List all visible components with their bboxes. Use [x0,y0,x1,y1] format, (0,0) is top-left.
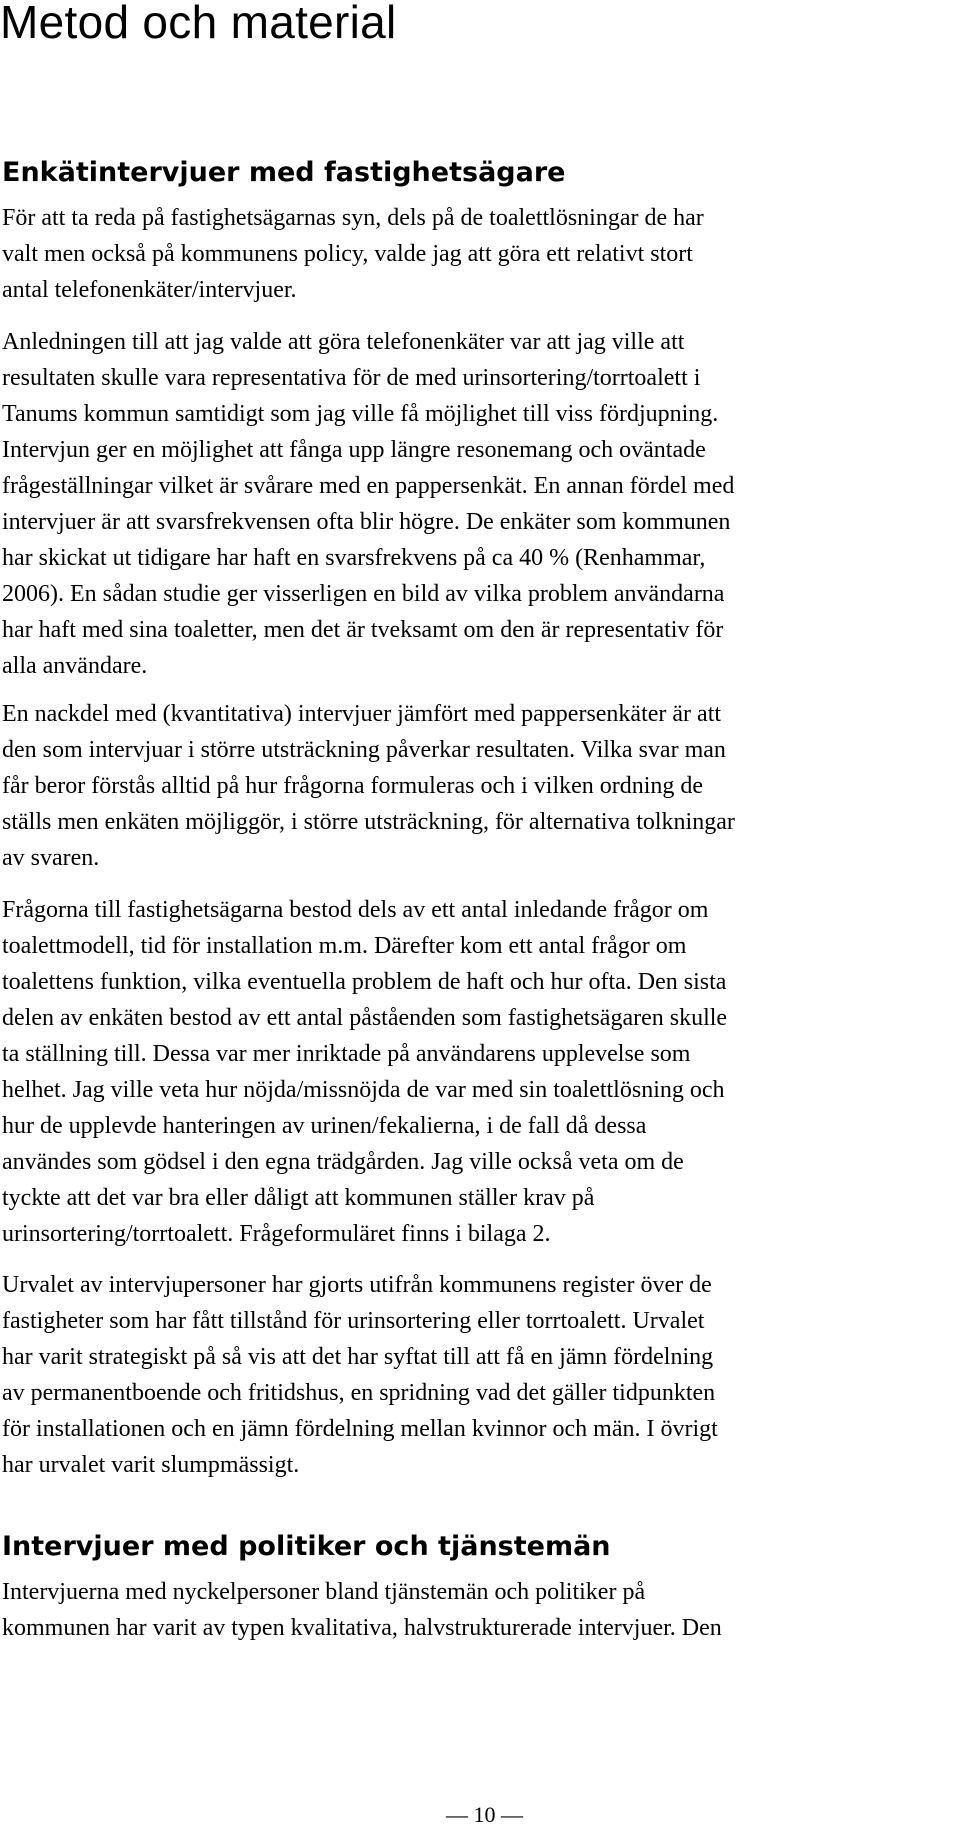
page-number: — 10 — [446,1802,523,1827]
paragraph: En nackdel med (kvantitativa) intervjuer jämfört med pappersenkäter är att den som intervjuar i större utsträckning påverkar resultaten. Vilka svar man får beror förstås alltid på hur frågorna formuleras och i vilken ordning de ställs men enkäten möjliggör, i större utsträckning, för alternativa tolkningar av svaren. [2,701,735,871]
paragraph: För att ta reda på fastighetsägarnas syn, dels på de toalettlösningar de har valt men också på kommunens policy, valde jag att göra ett relativt stort antal telefonenkäter/intervjuer. [2,205,704,303]
section-heading-enkatintervjuer: Enkätintervjuer med fastighetsägare [2,157,566,188]
paragraph: Urvalet av intervjupersoner har gjorts utifrån kommunens register över de fastigheter som har fått tillstånd för urinsortering eller torrtoalett. Urvalet har varit strategiskt på så vis att det har syftat till att få en jämn fördelning av permanentboende och fritidshus, en spridning vad det gäller tidpunkten för installationen och en jämn fördelning mellan kvinnor och män. I övrigt har urvalet varit slumpmässigt. [2,1272,718,1478]
chapter-title: Metod och material [0,0,397,48]
paragraph: Intervjuerna med nyckelpersoner bland tjänstemän och politiker på kommunen har varit av typen kvalitativa, halvstrukturerade intervjuer. Den [2,1579,722,1641]
paragraph: Anledningen till att jag valde att göra telefonenkäter var att jag ville att resultaten skulle vara representativa för de med urinsortering/torrtoalett i Tanums kommun samtidigt som jag ville få möjlighet till viss fördjupning. Intervjun ger en möjlighet att fånga upp längre resonemang och oväntade frågeställningar vilket är svårare med en pappersenkät. En annan fördel med intervjuer är att svarsfrekvensen ofta blir högre. De enkäter som kommunen har skickat ut tidigare har haft en svarsfrekvens på ca 40 % (Renhammar, 2006). En sådan studie ger visserligen en bild av vilka problem användarna har haft med sina toaletter, men det är tveksamt om den är representativ för alla användare. [2,329,735,679]
section-heading-intervjuer: Intervjuer med politiker och tjänstemän [2,1531,611,1562]
paragraph: Frågorna till fastighetsägarna bestod dels av ett antal inledande frågor om toalettmodell, tid för installation m.m. Därefter kom ett antal frågor om toalettens funktion, vilka eventuella problem de haft och hur ofta. Den sista delen av enkäten bestod av ett antal påståenden som fastighetsägaren skulle ta ställning till. Dessa var mer inriktade på användarens upplevelse som helhet. Jag ville veta hur nöjda/missnöjda de var med sin toalettlösning och hur de upplevde hanteringen av urinen/fekalierna, i de fall då dessa användes som gödsel i den egna trädgården. Jag ville också veta om de tyckte att det var bra eller dåligt att kommunen ställer krav på urinsortering/torrtoalett. Frågeformuläret finns i bilaga 2. [2,897,728,1247]
